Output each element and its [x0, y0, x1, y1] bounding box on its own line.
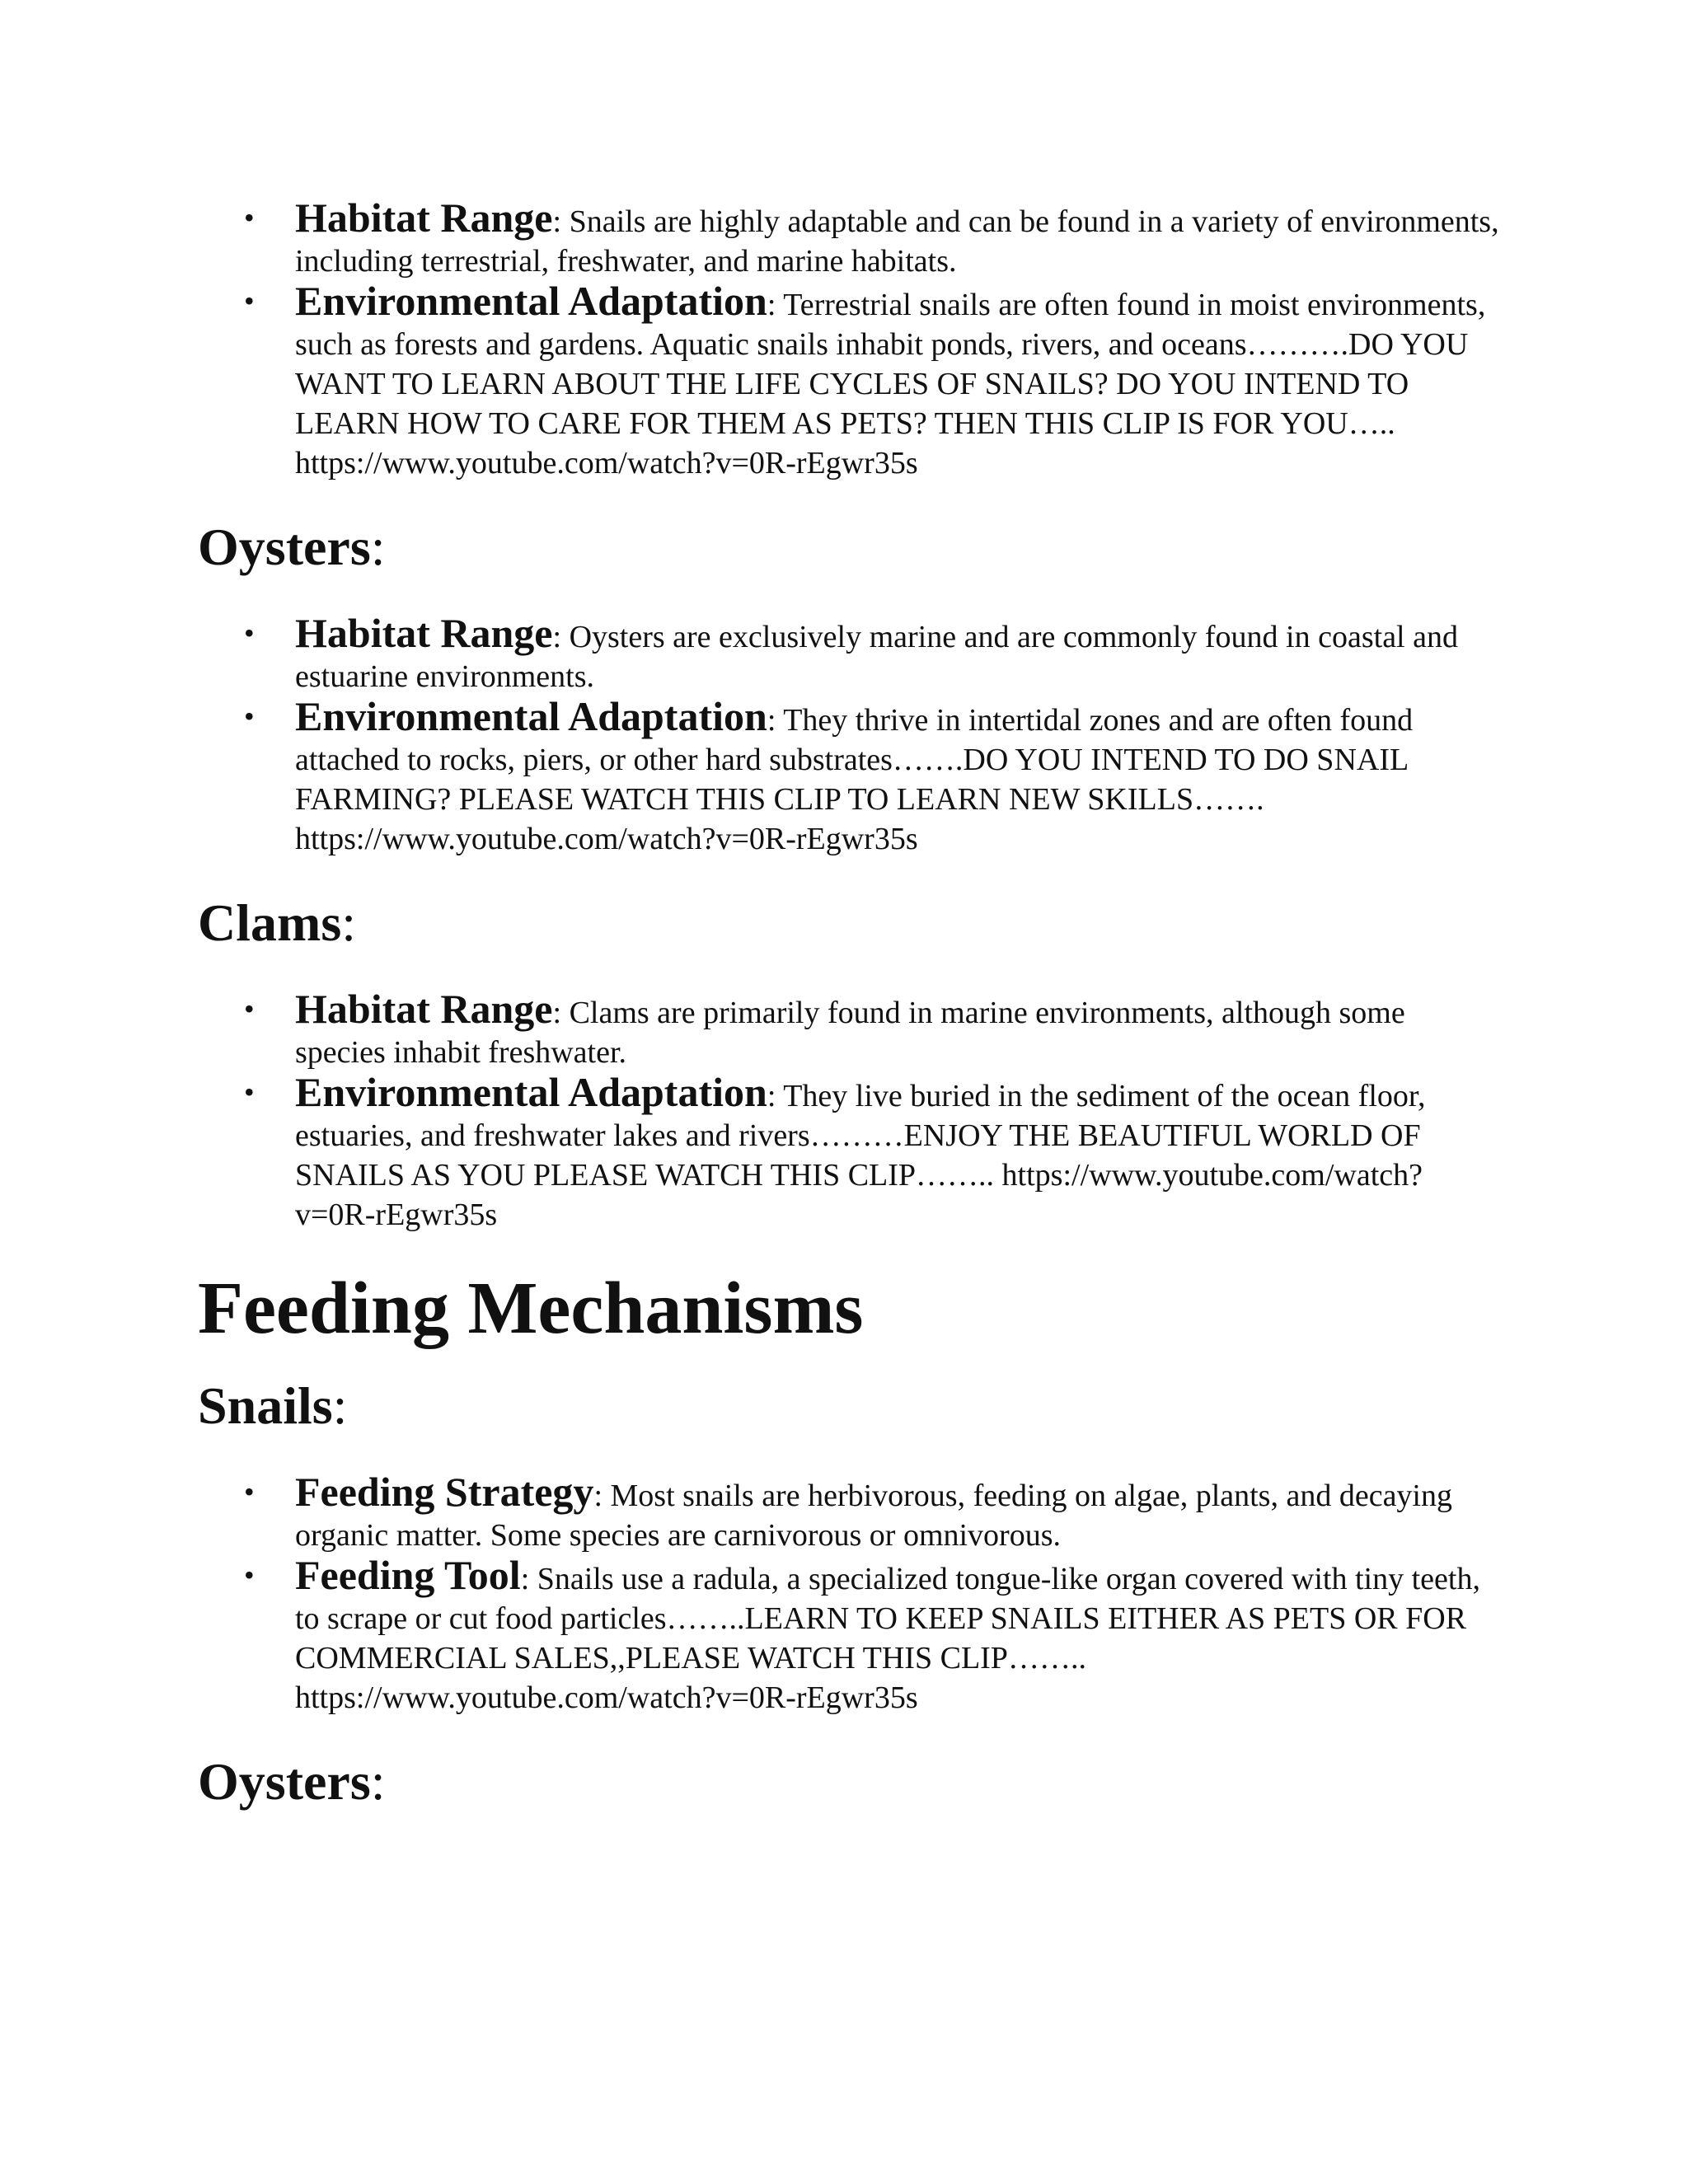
colon: : — [767, 1079, 776, 1113]
item-term: Habitat Range — [295, 986, 553, 1032]
item-text: Snails are highly adaptable and can be found in a variety of environments, including terrestrial, freshwater, and marine habitats. — [295, 204, 1499, 279]
list-item — [198, 1469, 1500, 1555]
item-text: Terrestrial snails are often found in moist environments, such as forests and gardens. Aquatic snails inhabit ponds, rivers, and oceans……….DO YOU WANT TO LEARN ABOUT THE LIFE CYCLES OF SNAILS? DO YOU INTEND TO LEARN HOW TO CARE FOR THEM AS PETS? THEN THIS CLIP IS FOR YOU….. https://www.youtube.com/watch?v=0R-rEgwr35s — [295, 288, 1486, 480]
item-term: Feeding Tool — [295, 1552, 521, 1598]
list-item — [198, 1552, 1500, 1718]
item-term: Habitat Range — [295, 194, 553, 241]
colon: : — [767, 288, 776, 322]
item-term: Environmental Adaptation — [295, 693, 767, 739]
section-heading-clams: Clams: — [198, 893, 356, 952]
colon: : — [593, 1479, 603, 1513]
section-heading-feeding-oysters: Oysters: — [198, 1752, 386, 1811]
item-text: They live buried in the sediment of the ocean floor, estuaries, and freshwater lakes and rivers………ENJOY THE BEAUTIFUL WORLD OF SNAILS AS YOU PLEASE WATCH THIS CLIP…….. https://www.youtube.com/watch?v=0R-rEgwr35s — [295, 1079, 1426, 1232]
item-text: Most snails are herbivorous, feeding on algae, plants, and decaying organic matter. Some species are carnivorous or omnivorous. — [295, 1479, 1452, 1553]
section-title-feeding-mechanisms: Feeding Mechanisms — [198, 1268, 864, 1349]
item-term: Habitat Range — [295, 610, 553, 656]
colon: : — [552, 620, 562, 654]
list-item — [198, 278, 1500, 483]
feeding-snails-list — [198, 1469, 1500, 1718]
item-term: Feeding Strategy — [295, 1469, 594, 1515]
snails-habitat-list — [198, 194, 1500, 483]
list-item — [198, 693, 1500, 859]
item-text: They thrive in intertidal zones and are often found attached to rocks, piers, or other hard substrates…….DO YOU INTEND TO DO SNAIL FARMING? PLEASE WATCH THIS CLIP TO LEARN NEW SKILLS……. https://www.youtube.com/watch?v=0R-rEgwr35s — [295, 703, 1414, 856]
item-term: Environmental Adaptation — [295, 1069, 767, 1115]
colon: : — [552, 996, 562, 1030]
item-text: Clams are primarily found in marine environments, although some species inhabit freshwater. — [295, 996, 1405, 1070]
colon: : — [552, 204, 562, 239]
document-page — [198, 194, 1500, 1815]
item-text: Snails use a radula, a specialized tongue-like organ covered with tiny teeth, to scrape or cut food particles……..LEARN TO KEEP SNAILS EITHER AS PETS OR FOR COMMERCIAL SALES,,PLEASE WATCH THIS CLIP…….. https://www.youtube.com/watch?v=0R-rEgwr35s — [295, 1562, 1480, 1715]
section-heading-feeding-snails: Snails: — [198, 1376, 348, 1435]
oysters-habitat-list — [198, 610, 1500, 859]
list-item — [198, 1069, 1500, 1235]
list-item — [198, 610, 1500, 696]
item-text: Oysters are exclusively marine and are commonly found in coastal and estuarine environments. — [295, 620, 1458, 694]
colon: : — [520, 1562, 530, 1596]
colon: : — [767, 703, 776, 738]
section-heading-oysters: Oysters: — [198, 518, 386, 576]
clams-habitat-list — [198, 986, 1500, 1235]
item-term: Environmental Adaptation — [295, 278, 767, 324]
list-item — [198, 194, 1500, 281]
list-item — [198, 986, 1500, 1072]
